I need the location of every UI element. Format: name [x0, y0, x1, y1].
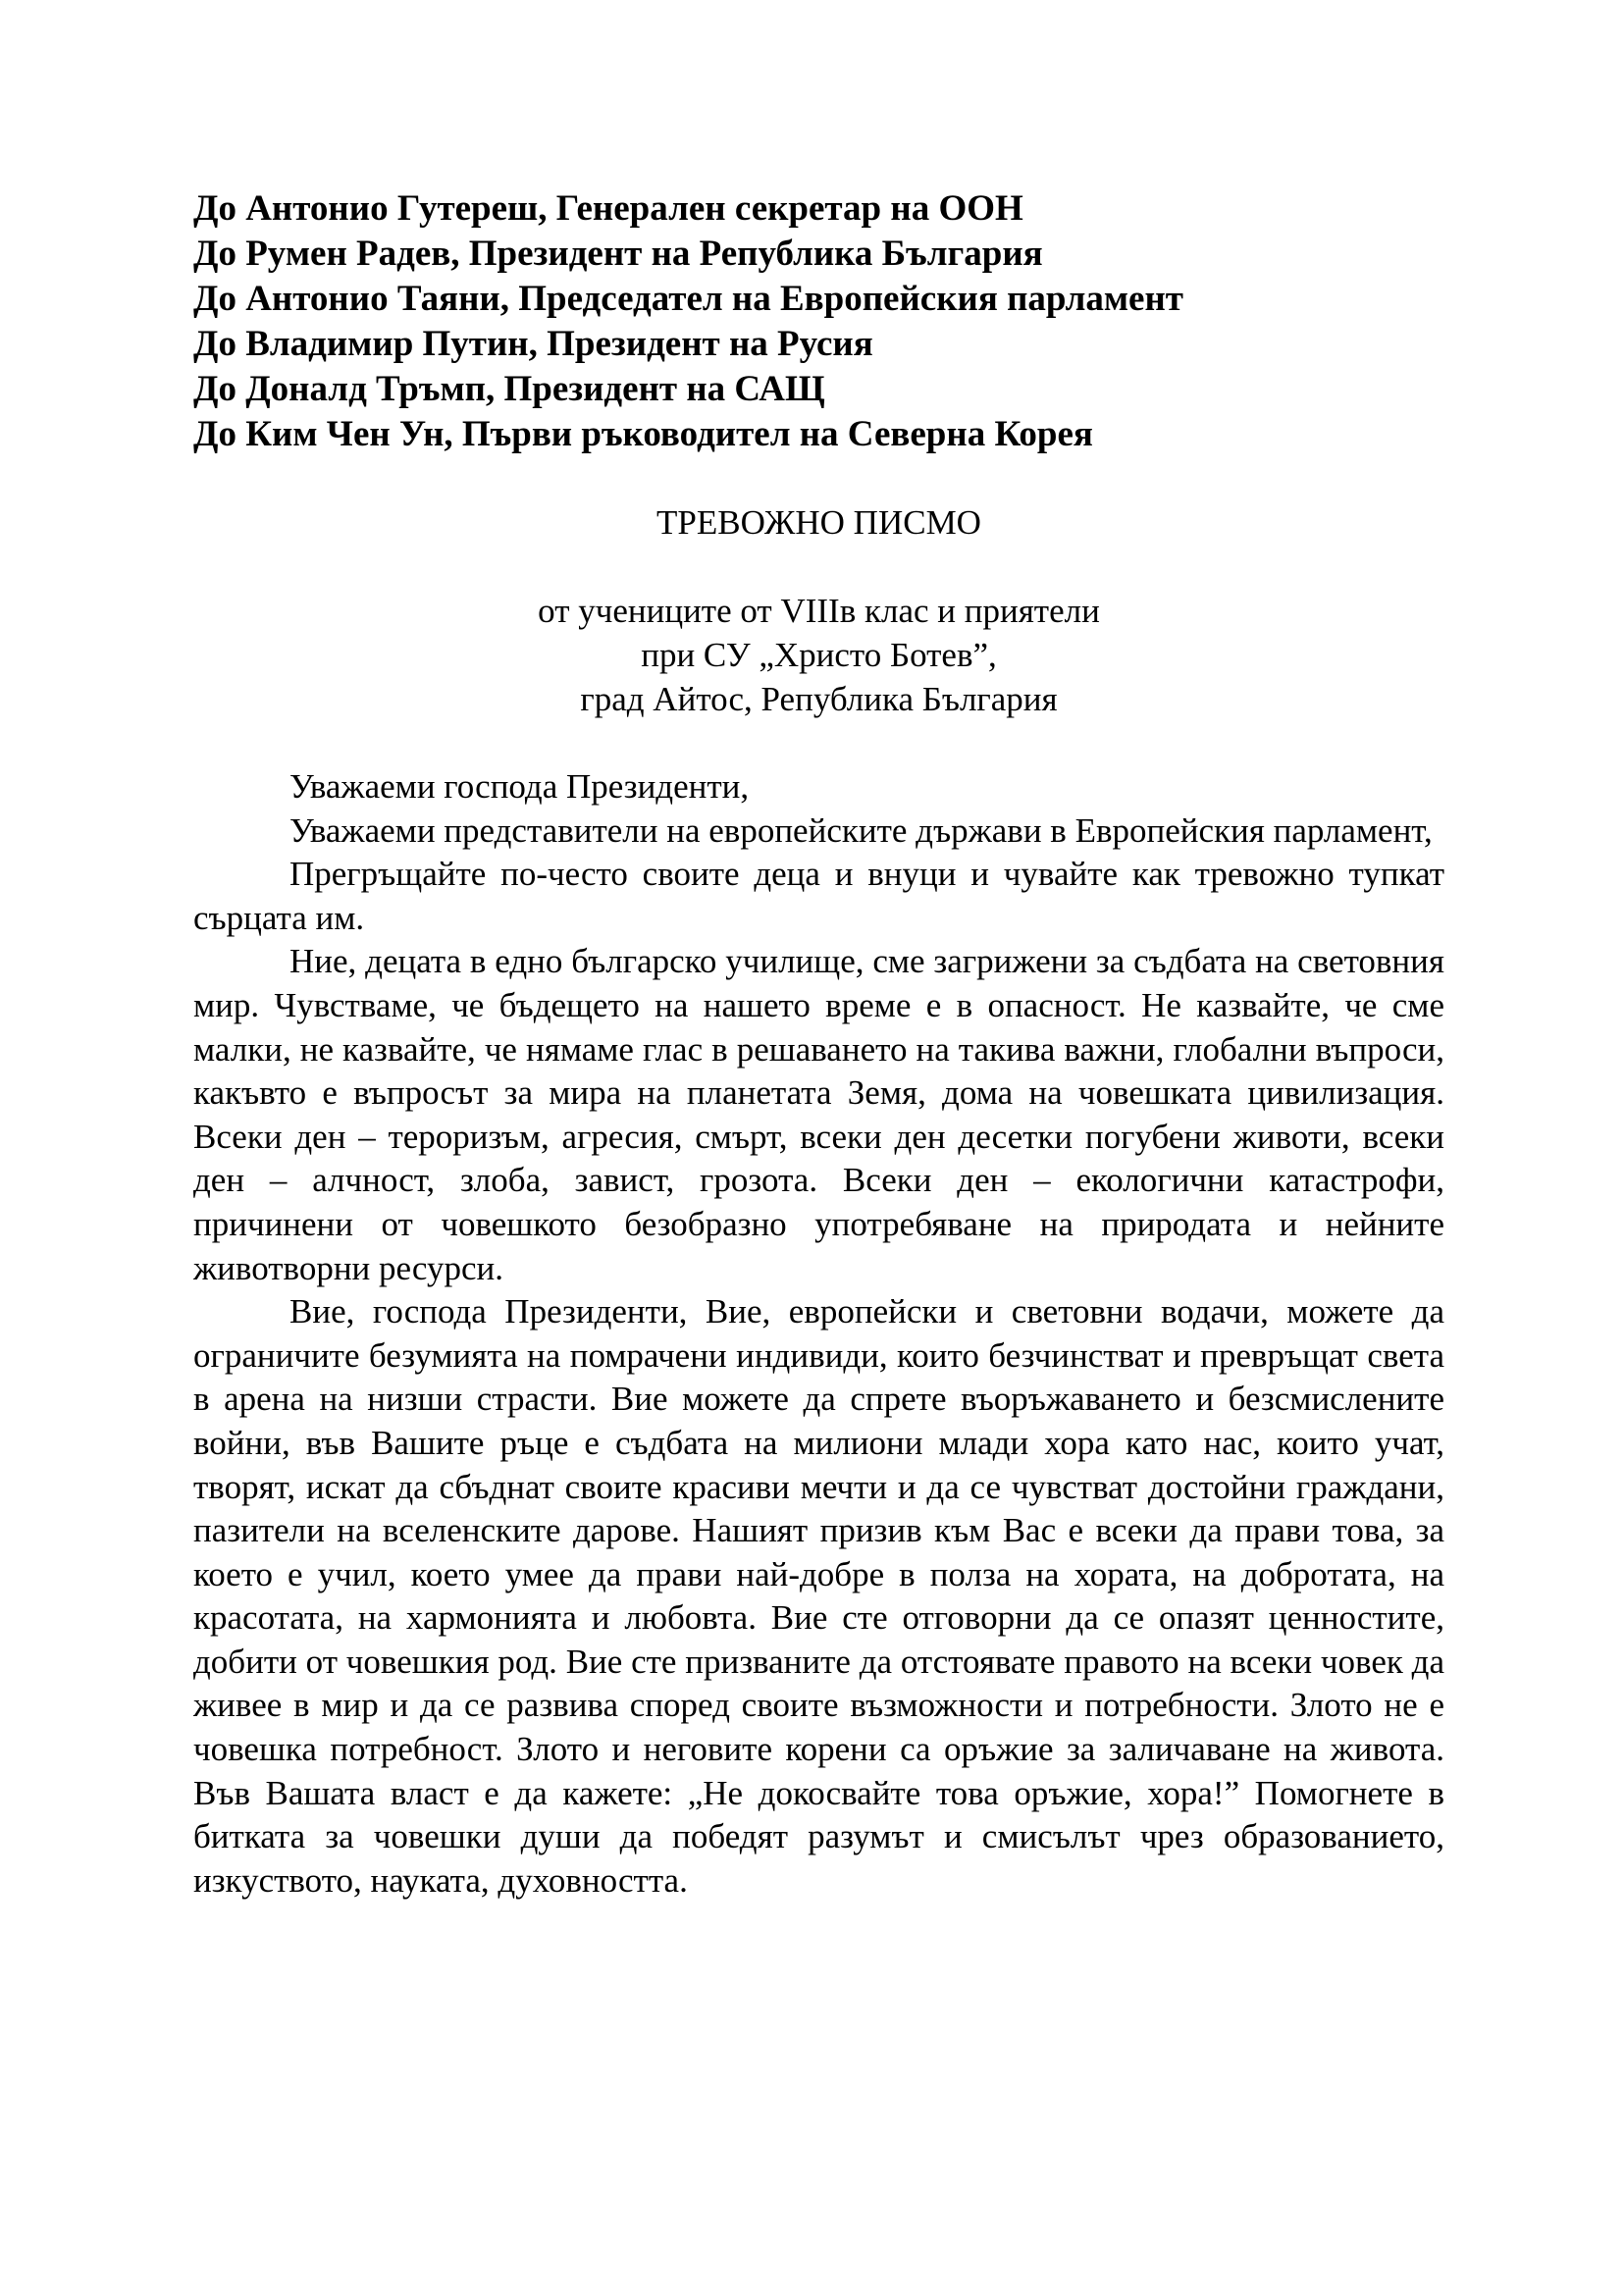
addressee-line: До Ким Чен Ун, Първи ръководител на Северна Корея [193, 414, 1093, 454]
letter-title: ТРЕВОЖНО ПИСМО [656, 503, 981, 542]
addressee-line: До Доналд Тръмп, Президент на САЩ [193, 369, 825, 409]
body-paragraph: Ние, децата в едно българско училище, сме загрижени за съдбата на световния мир. Чувстваме, че бъдещето на нашето време е в опасност. Не казвайте, че сме малки, не казвайте, че нямаме глас в решаването на такива важни, глобални въпроси, какъвто е въпросът за мира на планетата Земя, дома на човешката цивилизация. Всеки ден – тероризъм, агресия, смърт, всеки ден десетки погубени животи, всеки ден – алчност, злоба, завист, грозота. Всеки ден – екологични катастрофи, причинени от човешкото безобразно употребяване на природата и нейните животворни ресурси. [193, 942, 1444, 1287]
salutation-line: Уважаеми представители на европейските държави в Европейския парламент, [289, 810, 1433, 850]
sender-block [193, 589, 1444, 721]
sender-line: град Айтос, Република България [580, 680, 1058, 718]
addressee-line: До Антонио Гутереш, Генерален секретар на ООН [193, 188, 1023, 229]
salutation-line: Уважаеми господа Президенти, [289, 767, 750, 806]
addressee-line: До Антонио Таяни, Председател на Европейския парламент [193, 279, 1183, 319]
addressee-line: До Владимир Путин, Президент на Русия [193, 324, 873, 364]
letter-body [193, 765, 1444, 1903]
body-paragraph: Прегръщайте по-често своите деца и внуци и чувайте как тревожно тупкат сърцата им. [193, 855, 1444, 937]
sender-line: при СУ „Христо Ботев”, [641, 636, 997, 674]
body-paragraph: Вие, господа Президенти, Вие, европейски и световни водачи, можете да ограничите безумията на помрачени индивиди, които безчинстват и превръщат света в арена на низши страсти. Вие можете да спрете въоръжаването и безсмислените войни, във Вашите ръце е съдбата на милиони млади хора като нас, които учат, творят, искат да сбъднат своите красиви мечти и да се чувстват достойни граждани, пазители на вселенските дарове. Нашият призив към Вас е всеки да прави това, за което е учил, което умее да прави най-добре в полза на хората, на добротата, на красотата, на хармонията и любовта. Вие сте отговорни да се опазят ценностите, добити от човешкия род. Вие сте призваните да отстоявате правото на всеки човек да живее в мир и да се развива според своите възможности и потребности. Злото не е човешка потребност. Злото и неговите корени са оръжие за заличаване на живота. Във Вашата власт е да кажете: „Не докосвайте това оръжие, хора!” Помогнете в битката за човешки души да победят разумът и смисълът чрез образованието, изкуството, науката, духовността. [193, 1292, 1444, 1900]
sender-line: от учениците от VIIIв клас и приятели [538, 592, 1100, 630]
addressee-line: До Румен Радев, Президент на Република България [193, 234, 1043, 274]
addressee-list [193, 186, 1444, 457]
